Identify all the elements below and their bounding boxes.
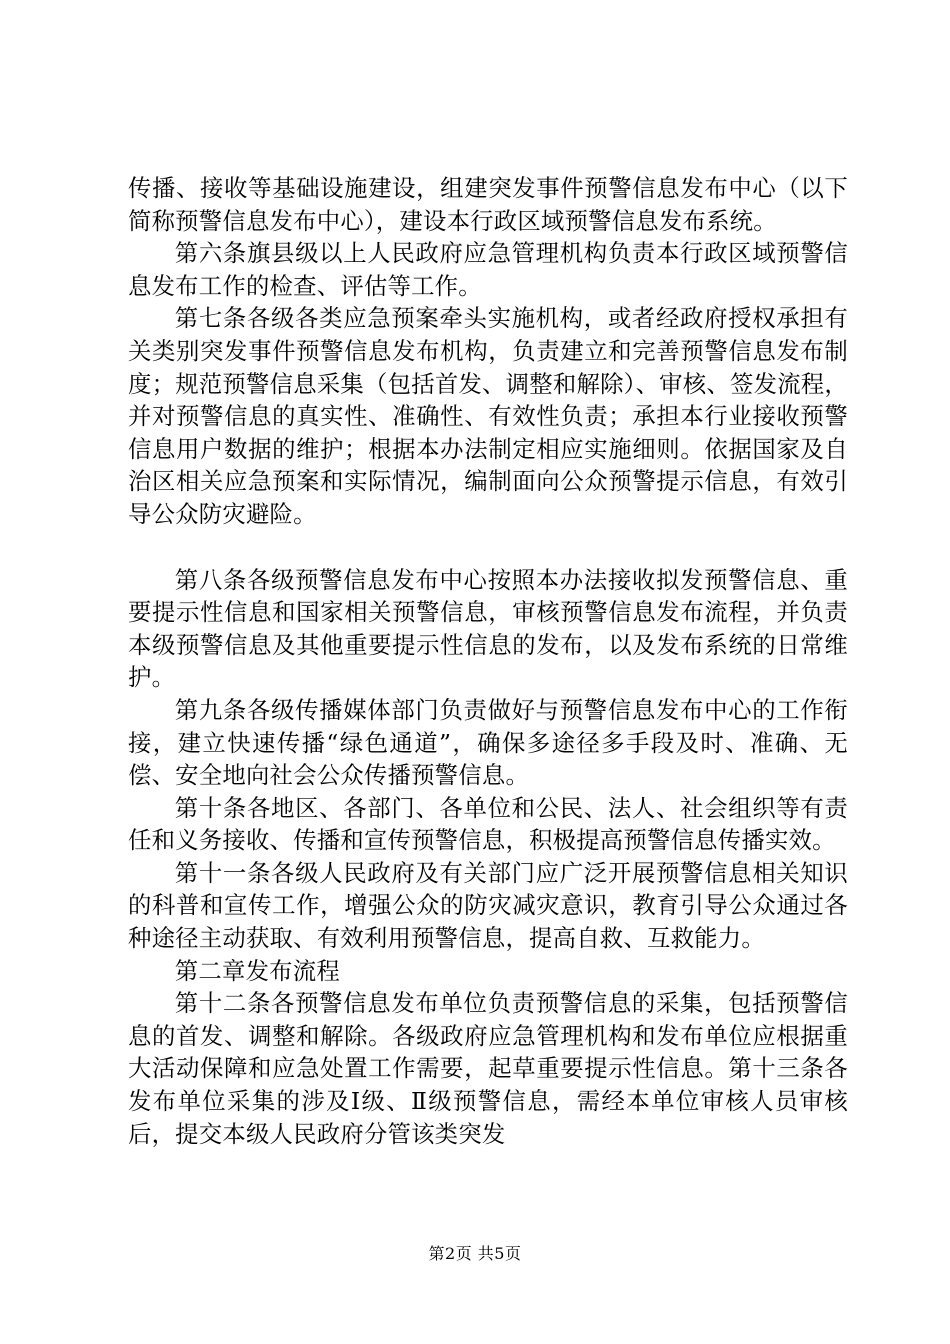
paragraph-article-11: 第十一条各级人民政府及有关部门应广泛开展预警信息相关知识的科普和宣传工作，增强公众的防灾减灾意识，教育引导公众通过各种途径主动获取、有效利用预警信息，提高自救、互救能力。 [128, 858, 848, 953]
paragraph-article-9: 第九条各级传播媒体部门负责做好与预警信息发布中心的工作衔接，建立快速传播“绿色通道”，确保多途径多手段及时、准确、无偿、安全地向社会公众传播预警信息。 [128, 695, 848, 790]
chapter-heading: 第二章发布流程 [174, 956, 340, 985]
paragraph-article-10: 第十条各地区、各部门、各单位和公民、法人、社会组织等有责任和义务接收、传播和宣传预警信息，积极提高预警信息传播实效。 [128, 793, 848, 855]
paragraph-article-7: 第七条各级各类应急预案牵头实施机构，或者经政府授权承担有关类别突发事件预警信息发布机构，负责建立和完善预警信息发布制度；规范预警信息采集（包括首发、调整和解除）、审核、签发流程，并对预警信息的真实性、准确性、有效性负责；承担本行业接收预警信息用户数据的维护；根据本办法制定相应实施细则。依据国家及自治区相关应急预案和实际情况，编制面向公众预警提示信息，有效引导公众防灾避险。 [128, 304, 848, 528]
page-number-footer: 第2页 共5页 [428, 1244, 522, 1263]
paragraph-continuation: 传播、接收等基础设施建设，组建突发事件预警信息发布中心（以下简称预警信息发布中心），建设本行政区域预警信息发布系统。 [128, 174, 848, 235]
paragraph-article-6: 第六条旗县级以上人民政府应急管理机构负责本行政区域预警信息发布工作的检查、评估等工作。 [128, 239, 848, 300]
document-body [128, 172, 848, 1150]
paragraph-article-8: 第八条各级预警信息发布中心按照本办法接收拟发预警信息、重要提示性信息和国家相关预警信息，审核预警信息发布流程，并负责本级预警信息及其他重要提示性信息的发布，以及发布系统的日常维护。 [128, 565, 848, 692]
paragraph-article-12: 第十二条各预警信息发布单位负责预警信息的采集，包括预警信息的首发、调整和解除。各级政府应急管理机构和发布单位应根据重大活动保障和应急处置工作需要，起草重要提示性信息。第十三条各发布单位采集的涉及Ⅰ级、Ⅱ级预警信息，需经本单位审核人员审核后，提交本级人民政府分管该类突发 [128, 989, 848, 1148]
